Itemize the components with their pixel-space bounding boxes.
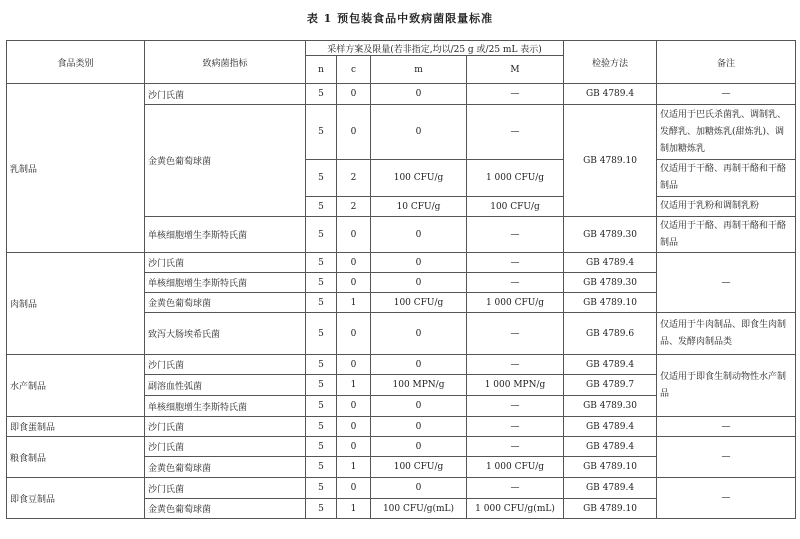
c-cell: 1 xyxy=(337,499,371,519)
method-cell: GB 4789.4 xyxy=(564,417,657,437)
c-cell: 0 xyxy=(337,313,371,355)
m-cell: 10 CFU/g xyxy=(371,197,467,217)
pathogen-cell: 金黄色葡萄球菌 xyxy=(145,105,306,217)
M-cell: — xyxy=(467,273,564,293)
remark-cell: 仅适用于即食生制动物性水产制品 xyxy=(657,355,796,417)
c-cell: 0 xyxy=(337,437,371,457)
pathogen-cell: 致泻大肠埃希氏菌 xyxy=(145,313,306,355)
c-cell: 0 xyxy=(337,105,371,160)
category-cell: 即食蛋制品 xyxy=(7,417,145,437)
m-cell: 0 xyxy=(371,437,467,457)
m-cell: 0 xyxy=(371,253,467,273)
pathogen-cell: 沙门氏菌 xyxy=(145,253,306,273)
c-cell: 0 xyxy=(337,396,371,417)
method-cell: GB 4789.10 xyxy=(564,457,657,478)
remark-cell: — xyxy=(657,437,796,478)
remark-cell: 仅适用于牛肉制品、即食生肉制品、发酵肉制品类 xyxy=(657,313,796,355)
M-cell: 1 000 CFU/g xyxy=(467,457,564,478)
M-cell: — xyxy=(467,217,564,253)
m-cell: 0 xyxy=(371,217,467,253)
header-remark: 备注 xyxy=(657,41,796,84)
c-cell: 0 xyxy=(337,84,371,105)
remark-cell: — xyxy=(657,253,796,313)
category-cell: 即食豆制品 xyxy=(7,478,145,519)
header-method: 检验方法 xyxy=(564,41,657,84)
method-cell: GB 4789.4 xyxy=(564,355,657,375)
m-cell: 0 xyxy=(371,478,467,499)
remark-cell: 仅适用于干酪、再制干酪和干酪制品 xyxy=(657,160,796,197)
M-cell: — xyxy=(467,253,564,273)
category-cell: 肉制品 xyxy=(7,253,145,355)
method-cell: GB 4789.10 xyxy=(564,293,657,313)
m-cell: 0 xyxy=(371,84,467,105)
header-m: m xyxy=(371,56,467,84)
method-cell: GB 4789.30 xyxy=(564,396,657,417)
M-cell: — xyxy=(467,105,564,160)
header-n: n xyxy=(306,56,337,84)
header-M: M xyxy=(467,56,564,84)
c-cell: 1 xyxy=(337,457,371,478)
header-c: c xyxy=(337,56,371,84)
n-cell: 5 xyxy=(306,355,337,375)
n-cell: 5 xyxy=(306,417,337,437)
table-row xyxy=(7,437,796,457)
m-cell: 100 MPN/g xyxy=(371,375,467,396)
pathogen-cell: 单核细胞增生李斯特氏菌 xyxy=(145,396,306,417)
remark-cell: 仅适用于乳粉和调制乳粉 xyxy=(657,197,796,217)
c-cell: 0 xyxy=(337,478,371,499)
pathogen-limit-table xyxy=(6,40,796,519)
table-title: 表 1 预包装食品中致病菌限量标准 xyxy=(306,12,494,25)
table-row xyxy=(7,417,796,437)
pathogen-cell: 金黄色葡萄球菌 xyxy=(145,457,306,478)
c-cell: 0 xyxy=(337,355,371,375)
pathogen-cell: 沙门氏菌 xyxy=(145,478,306,499)
M-cell: 1 000 CFU/g(mL) xyxy=(467,499,564,519)
category-cell: 水产制品 xyxy=(7,355,145,417)
c-cell: 2 xyxy=(337,160,371,197)
c-cell: 2 xyxy=(337,197,371,217)
m-cell: 100 CFU/g xyxy=(371,160,467,197)
remark-cell: 仅适用于干酪、再制干酪和干酪制品 xyxy=(657,217,796,253)
M-cell: 1 000 MPN/g xyxy=(467,375,564,396)
remark-cell: — xyxy=(657,84,796,105)
n-cell: 5 xyxy=(306,105,337,160)
method-cell: GB 4789.10 xyxy=(564,499,657,519)
m-cell: 100 CFU/g xyxy=(371,457,467,478)
m-cell: 100 CFU/g(mL) xyxy=(371,499,467,519)
n-cell: 5 xyxy=(306,217,337,253)
pathogen-cell: 沙门氏菌 xyxy=(145,355,306,375)
m-cell: 0 xyxy=(371,355,467,375)
header-category: 食品类别 xyxy=(7,41,145,84)
method-cell: GB 4789.10 xyxy=(564,105,657,217)
method-cell: GB 4789.30 xyxy=(564,273,657,293)
pathogen-cell: 沙门氏菌 xyxy=(145,84,306,105)
M-cell: 1 000 CFU/g xyxy=(467,293,564,313)
n-cell: 5 xyxy=(306,293,337,313)
category-cell: 粮食制品 xyxy=(7,437,145,478)
n-cell: 5 xyxy=(306,478,337,499)
table-row xyxy=(7,253,796,273)
m-cell: 0 xyxy=(371,313,467,355)
M-cell: — xyxy=(467,478,564,499)
m-cell: 0 xyxy=(371,105,467,160)
table-row xyxy=(7,355,796,375)
m-cell: 0 xyxy=(371,396,467,417)
n-cell: 5 xyxy=(306,313,337,355)
m-cell: 0 xyxy=(371,417,467,437)
remark-cell: — xyxy=(657,478,796,519)
method-cell: GB 4789.4 xyxy=(564,478,657,499)
n-cell: 5 xyxy=(306,396,337,417)
pathogen-cell: 单核细胞增生李斯特氏菌 xyxy=(145,273,306,293)
n-cell: 5 xyxy=(306,457,337,478)
M-cell: — xyxy=(467,396,564,417)
n-cell: 5 xyxy=(306,437,337,457)
M-cell: — xyxy=(467,84,564,105)
remark-cell: 仅适用于巴氏杀菌乳、调制乳、发酵乳、加糖炼乳(甜炼乳)、调制加糖炼乳 xyxy=(657,105,796,160)
n-cell: 5 xyxy=(306,499,337,519)
method-cell: GB 4789.4 xyxy=(564,253,657,273)
header-sampling-plan: 采样方案及限量(若非指定,均以/25 g 或/25 mL 表示) xyxy=(306,41,564,56)
c-cell: 0 xyxy=(337,217,371,253)
n-cell: 5 xyxy=(306,253,337,273)
n-cell: 5 xyxy=(306,160,337,197)
method-cell: GB 4789.4 xyxy=(564,84,657,105)
n-cell: 5 xyxy=(306,84,337,105)
c-cell: 0 xyxy=(337,417,371,437)
method-cell: GB 4789.30 xyxy=(564,217,657,253)
M-cell: 100 CFU/g xyxy=(467,197,564,217)
pathogen-cell: 金黄色葡萄球菌 xyxy=(145,499,306,519)
table-row xyxy=(7,478,796,499)
M-cell: — xyxy=(467,313,564,355)
n-cell: 5 xyxy=(306,197,337,217)
c-cell: 0 xyxy=(337,273,371,293)
pathogen-cell: 沙门氏菌 xyxy=(145,417,306,437)
m-cell: 100 CFU/g xyxy=(371,293,467,313)
header-pathogen: 致病菌指标 xyxy=(145,41,306,84)
m-cell: 0 xyxy=(371,273,467,293)
c-cell: 1 xyxy=(337,375,371,396)
table-row xyxy=(7,84,796,105)
pathogen-cell: 金黄色葡萄球菌 xyxy=(145,293,306,313)
method-cell: GB 4789.6 xyxy=(564,313,657,355)
pathogen-cell: 沙门氏菌 xyxy=(145,437,306,457)
c-cell: 0 xyxy=(337,253,371,273)
M-cell: — xyxy=(467,437,564,457)
category-cell: 乳制品 xyxy=(7,84,145,253)
remark-cell: — xyxy=(657,417,796,437)
pathogen-cell: 单核细胞增生李斯特氏菌 xyxy=(145,217,306,253)
M-cell: — xyxy=(467,355,564,375)
M-cell: 1 000 CFU/g xyxy=(467,160,564,197)
M-cell: — xyxy=(467,417,564,437)
c-cell: 1 xyxy=(337,293,371,313)
method-cell: GB 4789.4 xyxy=(564,437,657,457)
n-cell: 5 xyxy=(306,273,337,293)
method-cell: GB 4789.7 xyxy=(564,375,657,396)
pathogen-cell: 副溶血性弧菌 xyxy=(145,375,306,396)
n-cell: 5 xyxy=(306,375,337,396)
